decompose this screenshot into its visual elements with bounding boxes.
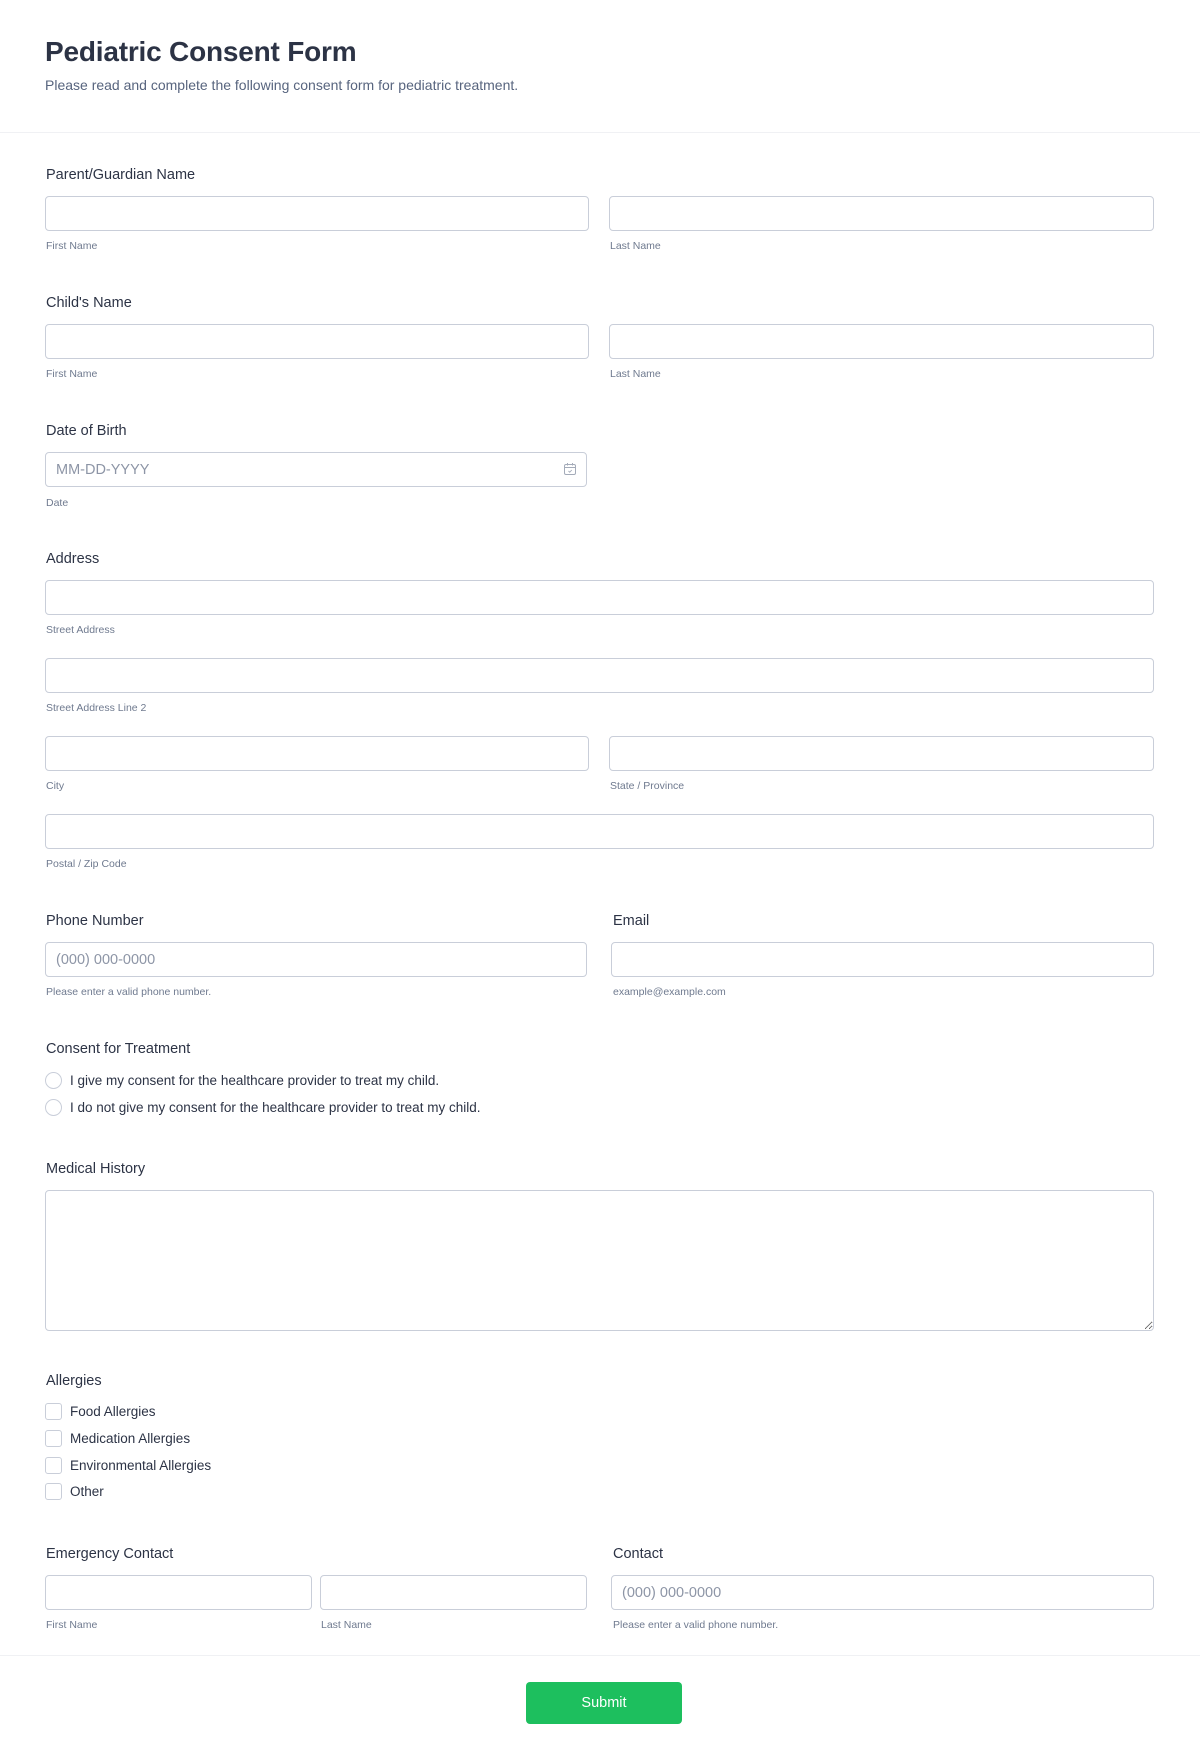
parent-last-name-sublabel: Last Name [610,240,661,252]
child-first-name-sublabel: First Name [46,368,98,380]
radio-button[interactable] [45,1099,62,1116]
allergy-option-food[interactable] [45,1401,156,1421]
city-sublabel: City [46,780,65,792]
dob-input[interactable] [45,452,587,487]
emergency-contact-label: Emergency Contact [46,1546,174,1562]
street-address-sublabel: Street Address [46,624,115,636]
checkbox[interactable] [45,1430,62,1447]
phone-sublabel: Please enter a valid phone number. [46,986,212,998]
consent-option-label: I give my consent for the healthcare provider to treat my child. [70,1072,440,1088]
child-last-name-sublabel: Last Name [610,368,661,380]
state-province-input[interactable] [609,736,1154,771]
parent-name-label: Parent/Guardian Name [46,167,196,183]
consent-option-decline[interactable] [45,1097,480,1117]
phone-input[interactable] [45,942,587,977]
allergy-option-medication[interactable] [45,1428,190,1448]
parent-first-name-input[interactable] [45,196,589,231]
street-address-input[interactable] [45,580,1154,615]
dob-sublabel: Date [46,497,69,509]
allergy-option-label: Environmental Allergies [70,1457,212,1473]
street-address-line2-sublabel: Street Address Line 2 [46,702,147,714]
email-input[interactable] [611,942,1154,977]
allergy-option-environmental[interactable] [45,1455,211,1475]
medical-history-textarea[interactable] [45,1190,1154,1331]
submit-button[interactable]: Submit [526,1682,682,1724]
child-name-label: Child's Name [46,295,132,311]
checkbox[interactable] [45,1483,62,1500]
medical-history-label: Medical History [46,1161,146,1177]
consent-option-label: I do not give my consent for the healthcare provider to treat my child. [70,1099,481,1115]
allergy-option-label: Medication Allergies [70,1430,191,1446]
allergy-option-label: Other [70,1483,104,1499]
email-label: Email [613,913,650,929]
checkbox[interactable] [45,1457,62,1474]
contact-phone-input[interactable] [611,1575,1154,1610]
contact-label: Contact [613,1546,663,1562]
form-header [0,0,1200,133]
page-subtitle: Please read and complete the following consent form for pediatric treatment. [45,77,519,93]
postal-zip-sublabel: Postal / Zip Code [46,858,127,870]
checkbox[interactable] [45,1403,62,1420]
allergy-option-label: Food Allergies [70,1403,156,1419]
state-province-sublabel: State / Province [610,780,685,792]
calendar-icon[interactable] [563,462,577,476]
contact-phone-sublabel: Please enter a valid phone number. [613,1619,779,1631]
radio-button[interactable] [45,1072,62,1089]
child-first-name-input[interactable] [45,324,589,359]
allergy-option-other[interactable] [45,1481,104,1501]
emergency-first-name-input[interactable] [45,1575,312,1610]
parent-last-name-input[interactable] [609,196,1154,231]
emergency-last-name-sublabel: Last Name [321,1619,372,1631]
address-label: Address [46,551,100,567]
street-address-line2-input[interactable] [45,658,1154,693]
parent-first-name-sublabel: First Name [46,240,98,252]
consent-option-give[interactable] [45,1070,439,1090]
city-input[interactable] [45,736,589,771]
allergies-label: Allergies [46,1373,102,1389]
child-last-name-input[interactable] [609,324,1154,359]
emergency-first-name-sublabel: First Name [46,1619,98,1631]
email-sublabel: example@example.com [613,986,726,998]
emergency-last-name-input[interactable] [320,1575,587,1610]
postal-zip-input[interactable] [45,814,1154,849]
phone-label: Phone Number [46,913,144,929]
consent-label: Consent for Treatment [46,1041,191,1057]
dob-label: Date of Birth [46,423,127,439]
page-title: Pediatric Consent Form [45,36,357,67]
